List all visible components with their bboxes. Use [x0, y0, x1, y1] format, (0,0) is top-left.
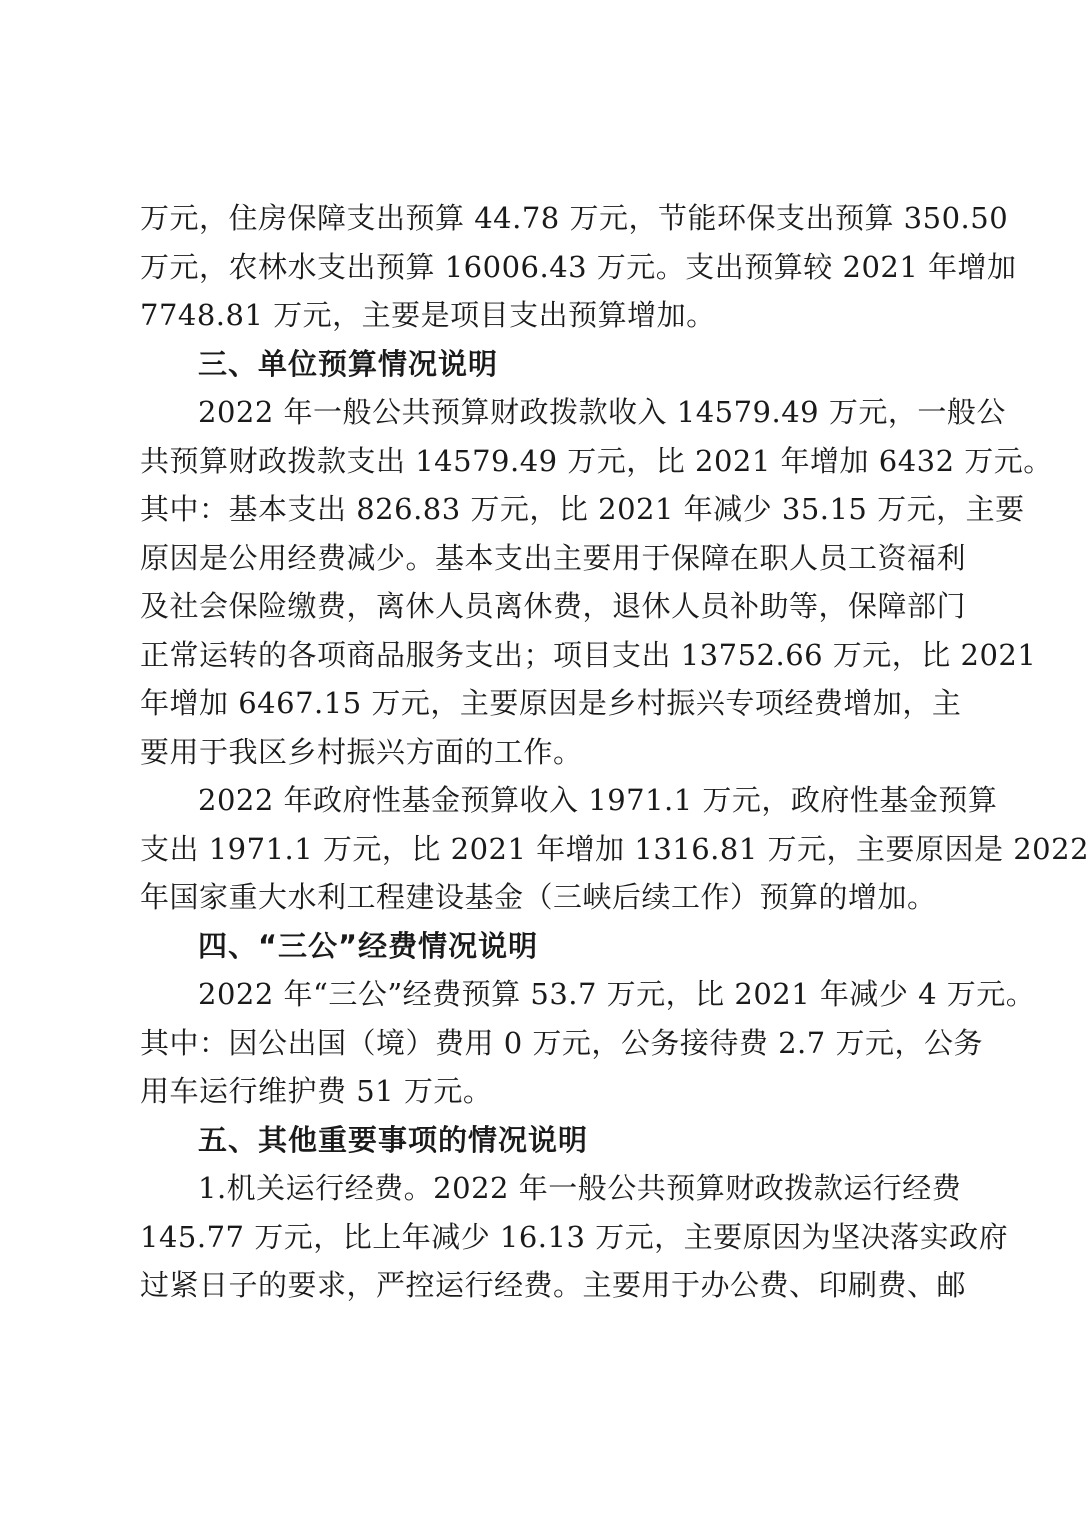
text-line: 及社会保险缴费，离休人员离休费，退休人员补助等，保障部门 [140, 589, 967, 623]
text-line: 万元，住房保障支出预算 44.78 万元，节能环保支出预算 350.50 [140, 201, 1009, 235]
text-line: 年国家重大水利工程建设基金（三峡后续工作）预算的增加。 [140, 880, 937, 914]
document-body [140, 194, 1089, 1310]
section-heading-unit-budget: 三、单位预算情况说明 [198, 346, 499, 381]
text-line: 正常运转的各项商品服务支出；项目支出 13752.66 万元，比 2021 [140, 637, 1037, 672]
text-line: 万元，农林水支出预算 16006.43 万元。支出预算较 2021 年增加 [140, 249, 1017, 284]
text-line: 年增加 6467.15 万元，主要原因是乡村振兴专项经费增加，主 [140, 686, 962, 720]
text-line: 原因是公用经费减少。基本支出主要用于保障在职人员工资福利 [140, 540, 967, 575]
text-line: 要用于我区乡村振兴方面的工作。 [140, 734, 583, 769]
text-line: 其中：基本支出 826.83 万元，比 2021 年减少 35.15 万元，主要 [140, 492, 1025, 526]
text-line: 其中：因公出国（境）费用 0 万元，公务接待费 2.7 万元，公务 [140, 1025, 983, 1060]
text-line: 2022 年“三公”经费预算 53.7 万元，比 2021 年减少 4 万元。 [198, 977, 1036, 1011]
text-line: 共预算财政拨款支出 14579.49 万元，比 2021 年增加 6432 万元。 [140, 443, 1053, 478]
text-line: 支出 1971.1 万元，比 2021 年增加 1316.81 万元，主要原因是 2022 [140, 831, 1089, 866]
text-line: 过紧日子的要求，严控运行经费。主要用于办公费、印刷费、邮 [140, 1268, 967, 1302]
text-line: 1.机关运行经费。2022 年一般公共预算财政拨款运行经费 [198, 1171, 962, 1205]
text-line: 2022 年政府性基金预算收入 1971.1 万元，政府性基金预算 [198, 783, 998, 817]
section-heading-three-public: 四、“三公”经费情况说明 [198, 928, 539, 963]
text-line: 2022 年一般公共预算财政拨款收入 14579.49 万元，一般公 [198, 395, 1006, 429]
text-line: 用车运行维护费 51 万元。 [140, 1074, 493, 1108]
text-line: 7748.81 万元，主要是项目支出预算增加。 [140, 298, 716, 332]
text-line: 145.77 万元，比上年减少 16.13 万元，主要原因为坚决落实政府 [140, 1219, 1009, 1254]
section-heading-other-matters: 五、其他重要事项的情况说明 [198, 1122, 589, 1157]
